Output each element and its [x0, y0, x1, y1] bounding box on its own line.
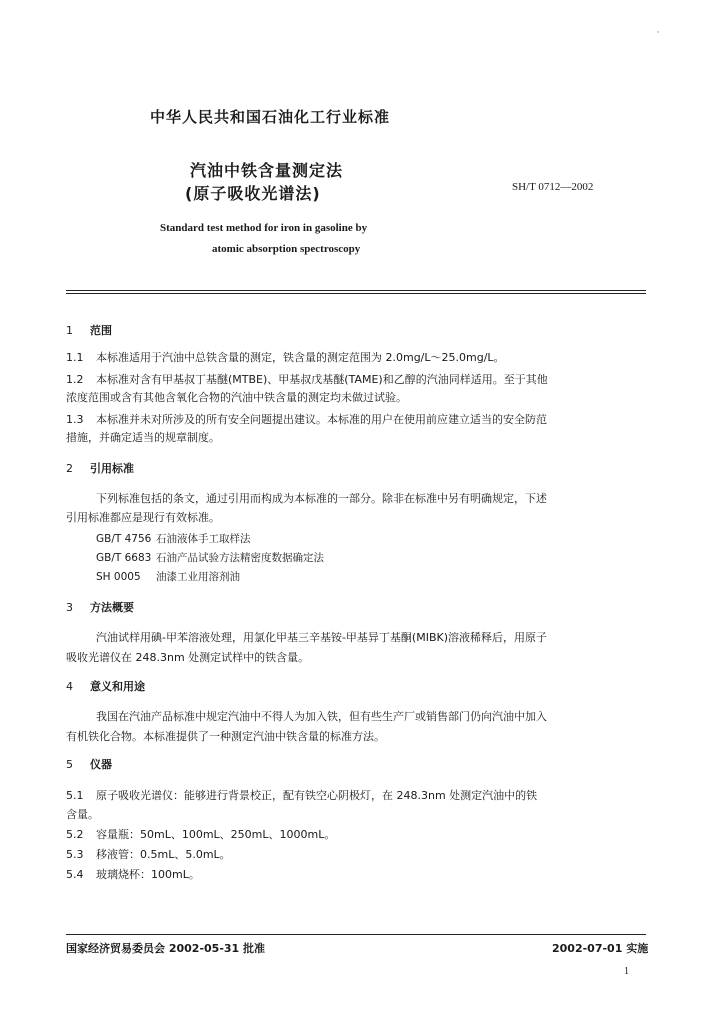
page-number: 1 — [624, 966, 629, 977]
standard-code: SH/T 0712—2002 — [512, 181, 594, 193]
approval-info: 国家经济贸易委员会 2002-05-31 批准 — [66, 942, 266, 955]
clause-number: 5.2 — [66, 828, 84, 841]
clause-text: 本标准并未对所涉及的所有安全问题提出建议。本标准的用户在使用前应建立适当的安全防范 — [96, 413, 547, 426]
clause-1-2-cont: 浓度范围或含有其他含氧化合物的汽油中铁含量的测定均未做过试验。 — [66, 391, 407, 404]
document-title: 汽油中铁含量测定法 — [190, 161, 344, 180]
section-3-heading — [66, 599, 134, 615]
section-3-text-cont: 吸收光谱仪在 248.3nm 处测定试样中的铁含量。 — [66, 651, 310, 664]
section-number: 2 — [66, 462, 73, 475]
reference-name: 石油液体手工取样法 — [156, 533, 251, 545]
clause-5-1-cont: 含量。 — [66, 808, 99, 821]
clause-number: 1.2 — [66, 373, 84, 386]
header-divider — [66, 290, 646, 291]
issuing-organization: 中华人民共和国石油化工行业标准 — [150, 108, 391, 126]
section-number: 4 — [66, 680, 73, 693]
section-2-text-cont: 引用标准都应是现行有效标准。 — [66, 511, 220, 524]
corner-mark: ' — [657, 30, 659, 38]
clause-text: 本标准对含有甲基叔丁基醚(MTBE)、甲基叔戊基醚(TAME)和乙醇的汽油同样适用。至于其他 — [96, 373, 548, 386]
reference-item — [96, 550, 324, 565]
section-number: 3 — [66, 601, 73, 614]
document-subtitle: (原子吸收光谱法) — [185, 184, 321, 203]
section-number: 5 — [66, 758, 73, 771]
clause-text: 原子吸收光谱仪：能够进行背景校正，配有铁空心阴极灯，在 248.3nm 处测定汽油中的铁 — [96, 789, 538, 802]
clause-5-2 — [66, 826, 335, 842]
reference-code: SH 0005 — [96, 571, 141, 583]
clause-text: 容量瓶：50mL、100mL、250mL、1000mL。 — [96, 828, 336, 841]
clause-text: 移液管：0.5mL、5.0mL。 — [96, 848, 231, 861]
section-3-text: 汽油试样用碘-甲苯溶液处理，用氯化甲基三辛基铵-甲基异丁基酮(MIBK)溶液稀释后，用原子 — [96, 631, 548, 644]
section-5-heading — [66, 756, 112, 772]
section-1-heading — [66, 322, 112, 338]
section-title: 意义和用途 — [90, 680, 145, 693]
section-2-heading — [66, 460, 134, 476]
clause-1-1 — [66, 349, 505, 365]
clause-number: 5.1 — [66, 789, 84, 802]
clause-number: 1.3 — [66, 413, 84, 426]
reference-item — [96, 531, 251, 546]
reference-code: GB/T 6683 — [96, 552, 152, 564]
section-4-text-cont: 有机铁化合物。本标准提供了一种测定汽油中铁含量的标准方法。 — [66, 730, 385, 743]
section-2-text: 下列标准包括的条文，通过引用而构成为本标准的一部分。除非在标准中另有明确规定，下述 — [96, 492, 547, 505]
section-4-text: 我国在汽油产品标准中规定汽油中不得人为加入铁，但有些生产厂或销售部门仍向汽油中加入 — [96, 710, 547, 723]
footer-divider — [66, 934, 646, 935]
section-title: 方法概要 — [90, 601, 134, 614]
reference-name: 油漆工业用溶剂油 — [156, 571, 240, 583]
english-title-line1: Standard test method for iron in gasoline by — [160, 222, 368, 234]
reference-name: 石油产品试验方法精密度数据确定法 — [156, 552, 324, 564]
clause-text: 本标准适用于汽油中总铁含量的测定，铁含量的测定范围为 2.0mg/L～25.0mg/L。 — [96, 351, 505, 364]
section-4-heading — [66, 678, 145, 694]
reference-code: GB/T 4756 — [96, 533, 152, 545]
section-number: 1 — [66, 324, 73, 337]
effective-date: 2002-07-01 实施 — [552, 942, 649, 955]
clause-5-3 — [66, 846, 231, 862]
clause-number: 5.3 — [66, 848, 84, 861]
clause-5-4 — [66, 866, 200, 882]
section-title: 仪器 — [90, 758, 112, 771]
english-title-line2: atomic absorption spectroscopy — [212, 243, 361, 255]
reference-item — [96, 569, 240, 584]
clause-number: 5.4 — [66, 868, 84, 881]
section-title: 范围 — [90, 324, 112, 337]
header-divider-double — [66, 293, 646, 294]
clause-text: 玻璃烧杯：100mL。 — [96, 868, 200, 881]
clause-1-2 — [66, 371, 548, 387]
clause-number: 1.1 — [66, 351, 84, 364]
clause-1-3-cont: 措施，并确定适当的规章制度。 — [66, 431, 220, 444]
clause-1-3 — [66, 411, 547, 427]
clause-5-1 — [66, 787, 537, 803]
section-title: 引用标准 — [90, 462, 134, 475]
